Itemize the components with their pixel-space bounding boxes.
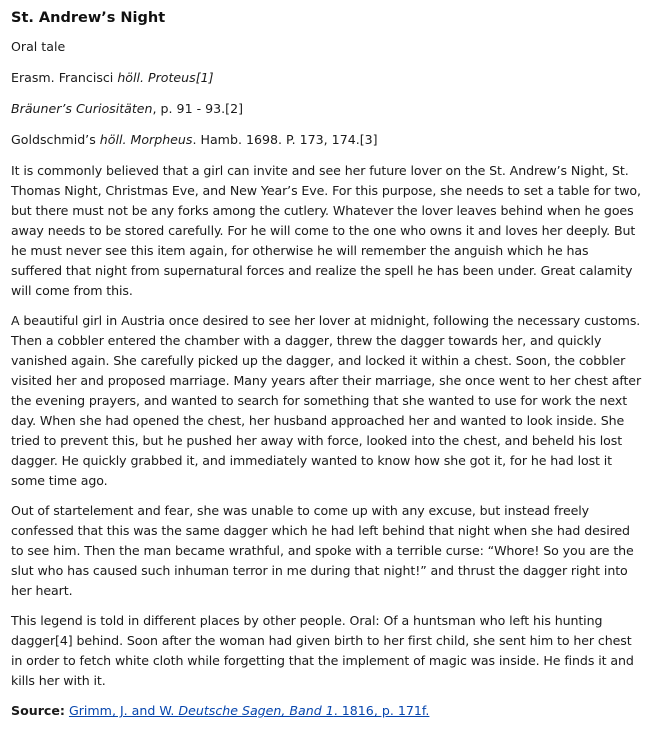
source-3-title: höll. Morpheus	[99, 132, 193, 147]
source-2-title: Bräuner’s Curiositäten	[11, 101, 153, 116]
body-paragraph-3: Out of startelement and fear, she was unable to come up with any excuse, but instead freely confessed that this was the same dagger which he had left behind that night when she had desired to see him. Then the man became wrathful, and spoke with a terrible curse: “Whore! So you are the slut who has caused such inhuman terror in me during that night!” and thrust the dagger right into her heart.	[11, 503, 634, 598]
source-3-author: Goldschmid’s	[11, 132, 100, 147]
page-title: St. Andrew’s Night	[11, 10, 166, 26]
source-1-author: Erasm. Francisci	[11, 70, 118, 85]
origin-oral	[11, 37, 643, 57]
body-paragraph-1: It is commonly believed that a girl can invite and see her future lover on the St. Andrew’s Night, St. Thomas Night, Christmas Eve, and New Year’s Eve. For this purpose, she needs to set a table for two, but there must not be any forks among the cutlery. Whatever the lover leaves behind when he goes away needs to be stored carefully. For he will come to the one who owns it and loves her deeply. But he must never see this item again, for otherwise he will remember the anguish which he has suffered that night from supernatural forces and realize the spell he has been under. Great calamity will come from this.	[11, 163, 641, 298]
source-link-title: Deutsche Sagen, Band 1	[178, 703, 334, 718]
source-1-ref: [1]	[195, 70, 214, 85]
source-1-title: höll. Proteus	[117, 70, 196, 85]
source-line	[11, 701, 643, 721]
source-2-pages: , p. 91 - 93.[2]	[152, 101, 243, 116]
source-link-authors: Grimm, J. and W.	[68, 703, 179, 718]
source-link[interactable]	[69, 703, 429, 718]
body-paragraph-4: This legend is told in different places by other people. Oral: Of a huntsman who left his hunting dagger[4] behind. Soon after the woman had given birth to her first child, she sent him to her chest in order to fetch white cloth while forgetting that the implement of magic was inside. He finds it and kills her with it.	[11, 613, 634, 688]
source-link-details: . 1816, p. 171f.	[333, 703, 430, 718]
source-label: Source:	[11, 703, 65, 718]
origin-source-1	[11, 68, 643, 88]
origin-source-2	[11, 99, 643, 119]
origin-oral-text: Oral tale	[11, 39, 66, 54]
source-3-pages: . Hamb. 1698. P. 173, 174.[3]	[192, 132, 378, 147]
body-paragraph-2: A beautiful girl in Austria once desired to see her lover at midnight, following the necessary customs. Then a cobbler entered the chamber with a dagger, threw the dagger towards her, and quickly vanished again. She carefully picked up the dagger, and locked it within a chest. Soon, the cobbler visited her and proposed marriage. Many years after their marriage, she once went to her chest after the evening prayers, and wanted to search for something that she wanted to use for work the next day. When she had opened the chest, her husband approached her and wanted to look inside. She tried to prevent this, but he pushed her away with force, looked into the chest, and beheld his lost dagger. He quickly grabbed it, and immediately wanted to know how she got it, for he had lost it some time ago.	[11, 313, 642, 488]
origin-source-3	[11, 130, 643, 150]
